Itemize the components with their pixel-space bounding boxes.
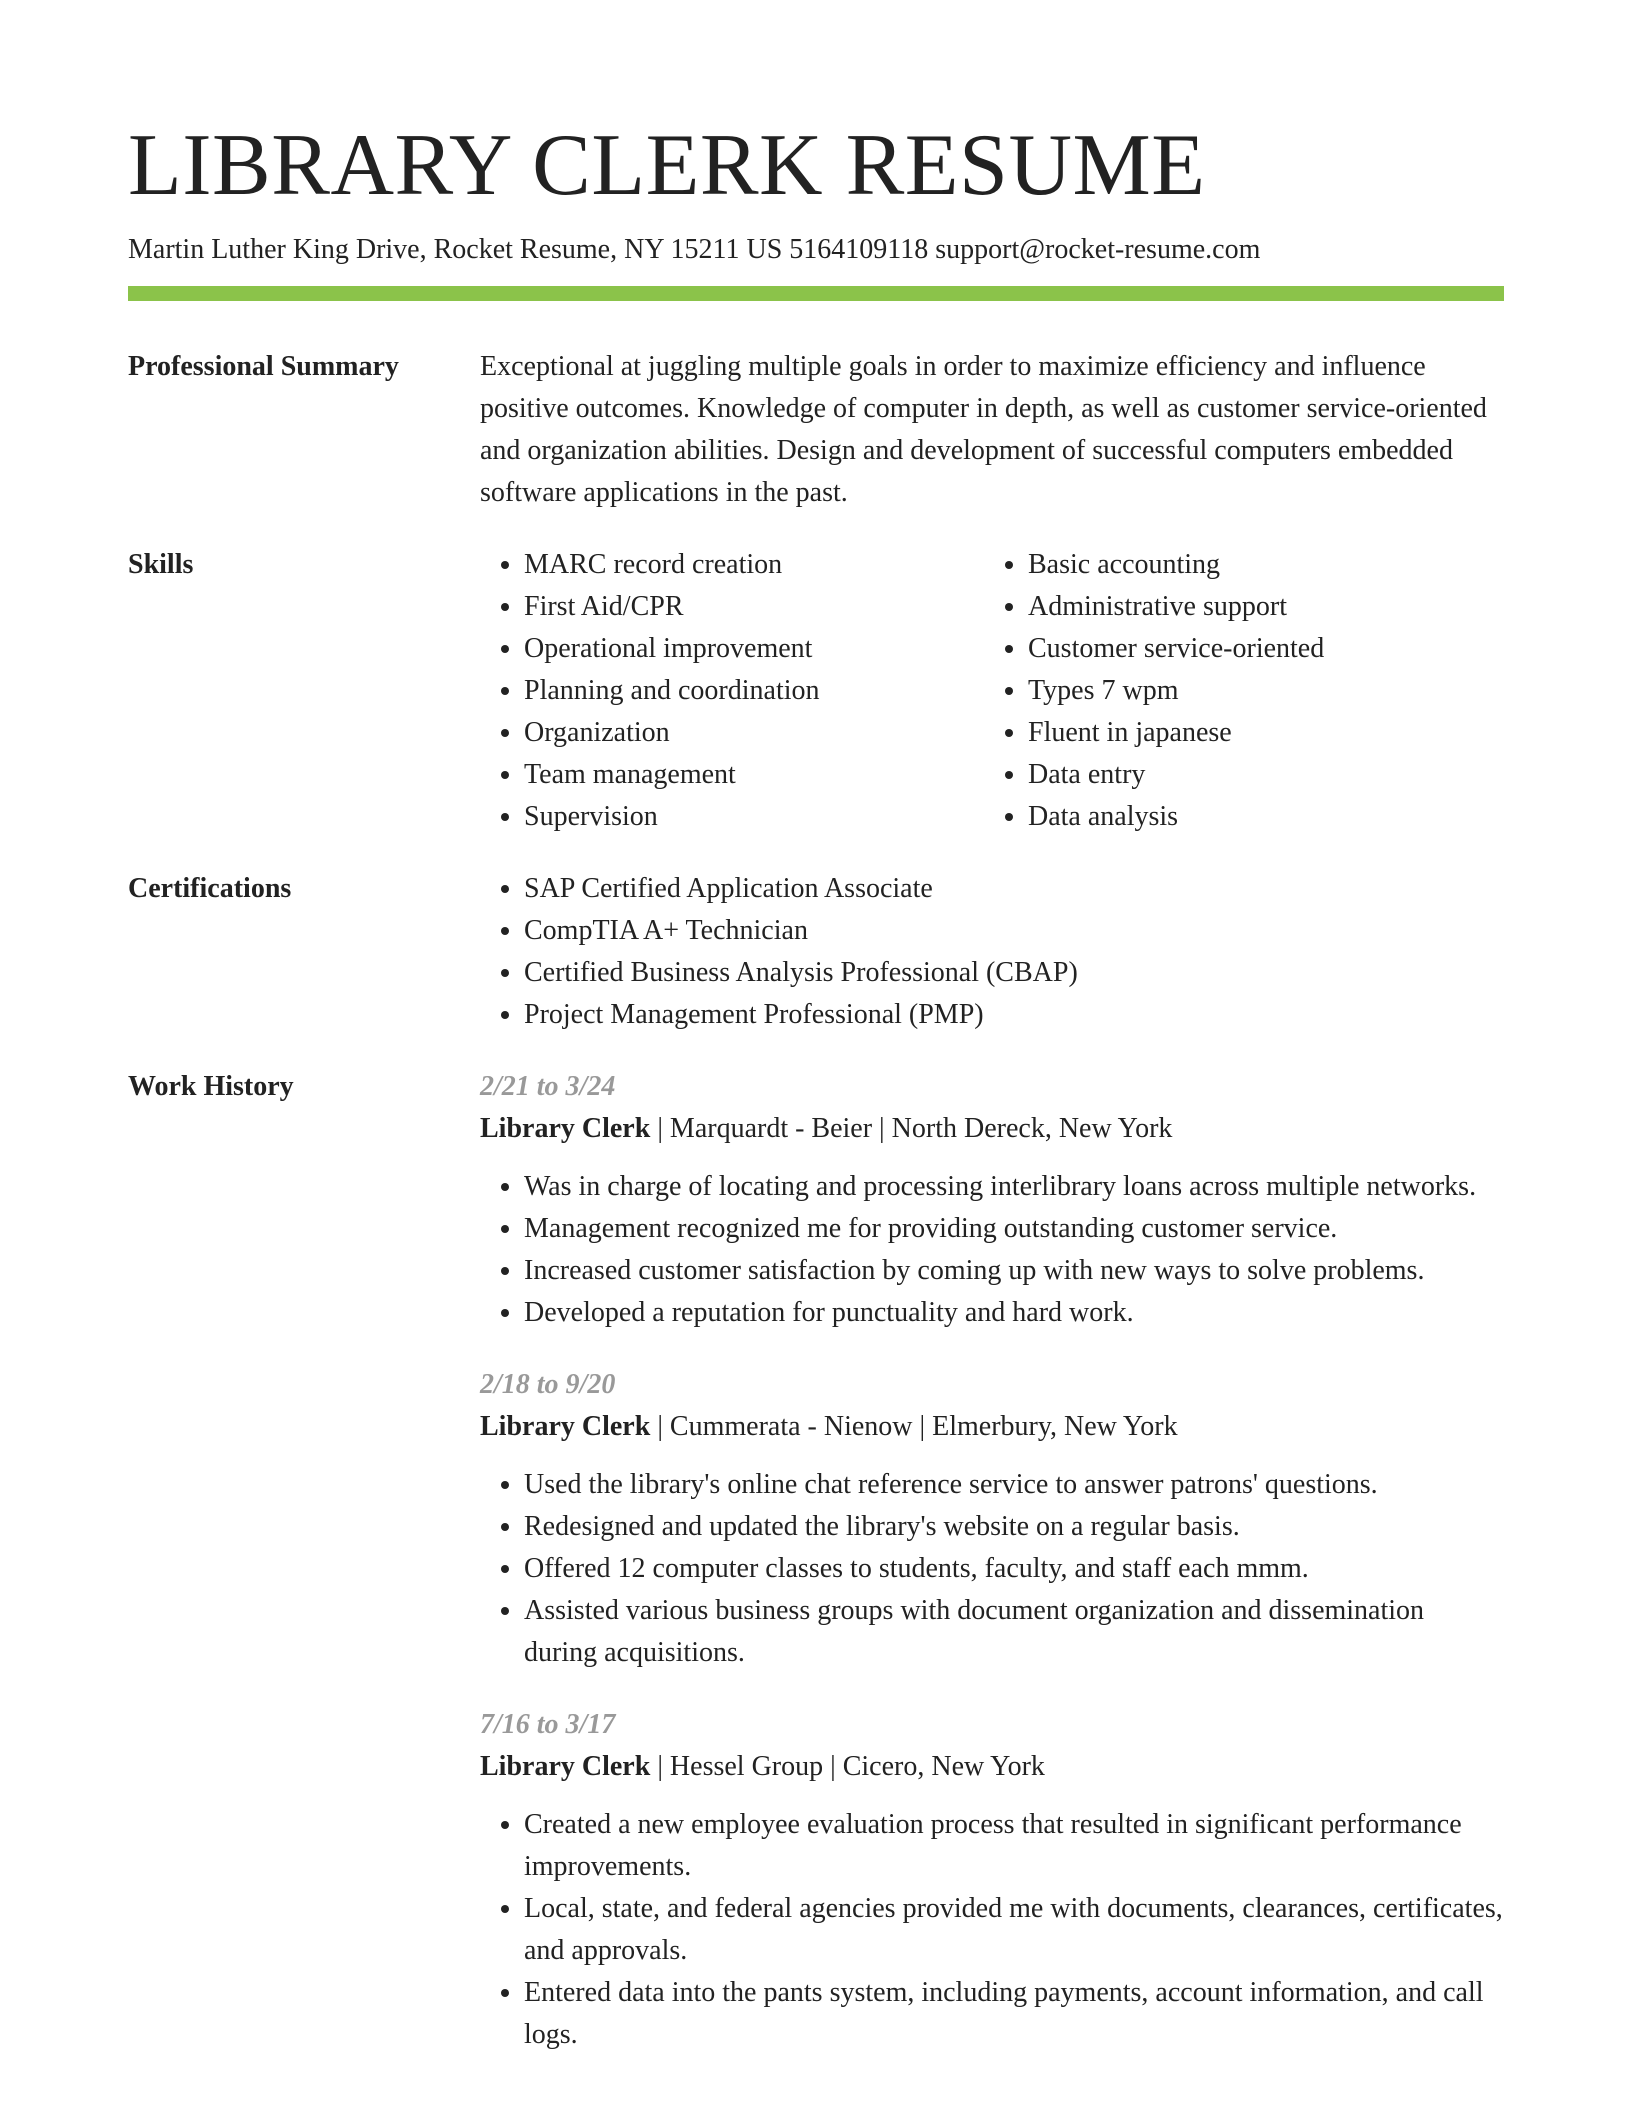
certification-item: • SAP Certified Application Associate — [524, 868, 1504, 910]
skills-column-2 — [984, 544, 1488, 838]
job-bullet: • Created a new employee evaluation process that resulted in significant performance improvements. — [524, 1804, 1504, 1888]
skills-grid — [480, 544, 1504, 838]
skill-item: • Data entry — [1028, 754, 1488, 796]
job-details: | Hessel Group | Cicero, New York — [650, 1751, 1045, 1782]
job-bullets — [480, 1464, 1504, 1674]
job-bullet: • Developed a reputation for punctuality and hard work. — [524, 1292, 1504, 1334]
job-bullet: • Assisted various business groups with document organization and dissemination during acquisitions. — [524, 1590, 1504, 1674]
skills-column-1 — [480, 544, 984, 838]
job-dates: 7/16 to 3/17 — [480, 1709, 616, 1740]
skill-item: • Organization — [524, 712, 984, 754]
skill-item: • MARC record creation — [524, 544, 984, 586]
skills-list-1 — [480, 544, 984, 838]
job-bullets — [480, 1166, 1504, 1334]
summary-text: Exceptional at juggling multiple goals in order to maximize efficiency and influence positive outcomes. Knowledge of computer in depth, as well as customer service-oriented and organization abilities. Design and development of successful computers embedded software applications in the past. — [480, 351, 1487, 508]
skill-item: • Types 7 wpm — [1028, 670, 1488, 712]
skill-item: • Team management — [524, 754, 984, 796]
certification-item: • Project Management Professional (PMP) — [524, 994, 1504, 1036]
skill-item: • Supervision — [524, 796, 984, 838]
certifications-body — [480, 868, 1504, 1036]
job-bullet: • Was in charge of locating and processing interlibrary loans across multiple networks. — [524, 1166, 1504, 1208]
certification-item: • Certified Business Analysis Professional (CBAP) — [524, 952, 1504, 994]
job-bullet: • Management recognized me for providing outstanding customer service. — [524, 1208, 1504, 1250]
skills-body — [480, 544, 1504, 838]
job-heading — [480, 1108, 1504, 1150]
job-dates: 2/18 to 9/20 — [480, 1369, 616, 1400]
job-title: Library Clerk — [480, 1751, 651, 1782]
work-history-label: Work History — [128, 1071, 294, 1102]
job-bullet: • Redesigned and updated the library's website on a regular basis. — [524, 1506, 1504, 1548]
skill-item: • Data analysis — [1028, 796, 1488, 838]
job-entry — [480, 1066, 1504, 1334]
skill-item: • Operational improvement — [524, 628, 984, 670]
accent-divider — [128, 286, 1504, 301]
skill-item: • Fluent in japanese — [1028, 712, 1488, 754]
job-bullet: • Local, state, and federal agencies provided me with documents, clearances, certificates, and approvals. — [524, 1888, 1504, 1972]
skills-label: Skills — [128, 549, 194, 580]
job-bullet: • Increased customer satisfaction by coming up with new ways to solve problems. — [524, 1250, 1504, 1292]
job-title: Library Clerk — [480, 1113, 651, 1144]
job-entry — [480, 1364, 1504, 1674]
skills-list-2 — [984, 544, 1488, 838]
job-heading — [480, 1406, 1504, 1448]
skill-item: • First Aid/CPR — [524, 586, 984, 628]
job-details: | Marquardt - Beier | North Dereck, New York — [650, 1113, 1173, 1144]
contact-info: Martin Luther King Drive, Rocket Resume, NY 15211 US 5164109118 support@rocket-resume.com — [128, 234, 1261, 265]
job-heading — [480, 1746, 1504, 1788]
certifications-label: Certifications — [128, 873, 292, 904]
job-bullet: • Offered 12 computer classes to students, faculty, and staff each mmm. — [524, 1548, 1504, 1590]
skill-item: • Planning and coordination — [524, 670, 984, 712]
skill-item: • Customer service-oriented — [1028, 628, 1488, 670]
summary-body — [480, 346, 1504, 514]
work-history-body — [480, 1066, 1504, 2086]
job-details: | Cummerata - Nienow | Elmerbury, New York — [650, 1411, 1178, 1442]
job-bullet: • Used the library's online chat reference service to answer patrons' questions. — [524, 1464, 1504, 1506]
job-title: Library Clerk — [480, 1411, 651, 1442]
skill-item: • Administrative support — [1028, 586, 1488, 628]
job-bullet: • Entered data into the pants system, including payments, account information, and call logs. — [524, 1972, 1504, 2056]
skill-item: • Basic accounting — [1028, 544, 1488, 586]
summary-label: Professional Summary — [128, 351, 399, 382]
job-bullets — [480, 1804, 1504, 2056]
certifications-list — [480, 868, 1504, 1036]
job-dates: 2/21 to 3/24 — [480, 1071, 616, 1102]
certification-item: • CompTIA A+ Technician — [524, 910, 1504, 952]
job-entry — [480, 1704, 1504, 2056]
resume-title: LIBRARY CLERK RESUME — [128, 117, 1206, 214]
